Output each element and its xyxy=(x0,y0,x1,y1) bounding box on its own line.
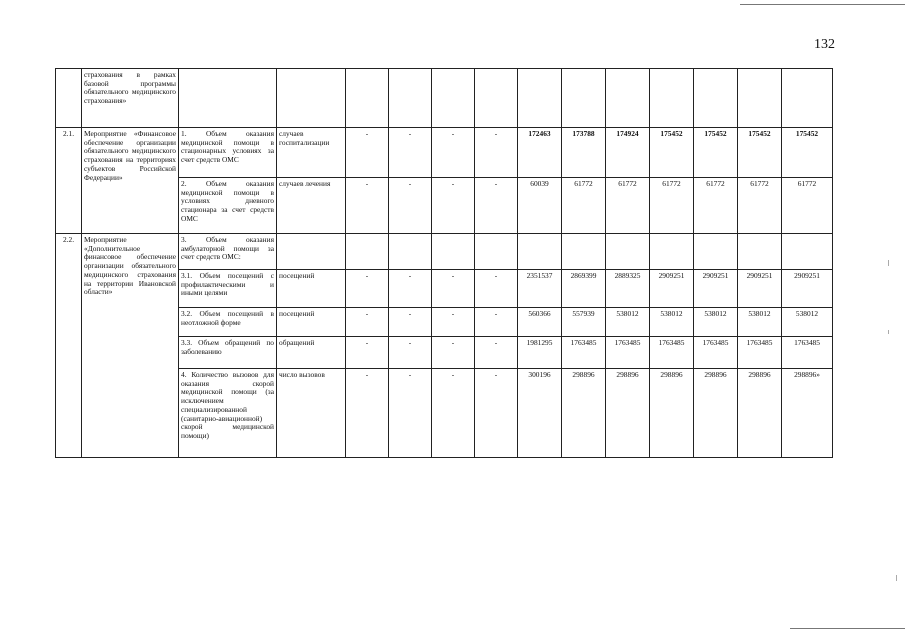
value-cell: 61772 xyxy=(650,178,694,234)
value-cell: - xyxy=(475,178,518,234)
event-name: страхования в рамках базовой программы обязательного медицинского страхования» xyxy=(82,69,179,128)
value-cell: 298896 xyxy=(738,369,782,458)
item-number xyxy=(56,69,82,128)
value-cell: 538012 xyxy=(694,308,738,337)
unit xyxy=(277,234,346,270)
item-number: 2.2. xyxy=(56,234,82,458)
value-cell: 2889325 xyxy=(606,270,650,308)
value-cell: 538012 xyxy=(738,308,782,337)
item-number: 2.1. xyxy=(56,128,82,234)
value-cell xyxy=(738,234,782,270)
value-cell: - xyxy=(432,178,475,234)
margin-mark xyxy=(896,575,897,581)
value-cell: 61772 xyxy=(606,178,650,234)
unit: случаев госпитализации xyxy=(277,128,346,178)
table-row xyxy=(56,69,833,128)
margin-mark xyxy=(888,260,889,266)
value-cell: - xyxy=(346,128,389,178)
value-cell: - xyxy=(475,337,518,369)
page-number: 132 xyxy=(814,37,835,52)
value-cell: 172463 xyxy=(518,128,562,178)
unit: число вызовов xyxy=(277,369,346,458)
value-cell: 1763485 xyxy=(650,337,694,369)
value-cell: 1763485 xyxy=(782,337,833,369)
value-cell: 2351537 xyxy=(518,270,562,308)
value-cell: - xyxy=(346,270,389,308)
value-cell: 300196 xyxy=(518,369,562,458)
value-cell: 1763485 xyxy=(694,337,738,369)
margin-mark xyxy=(888,330,889,334)
value-cell: 560366 xyxy=(518,308,562,337)
value-cell xyxy=(389,69,432,128)
value-cell: 1763485 xyxy=(738,337,782,369)
table-row xyxy=(56,234,833,270)
indicator-name: 1. Объем оказания медицинской помощи в стационарных условиях за счет средств ОМС xyxy=(179,128,277,178)
value-cell xyxy=(346,69,389,128)
value-cell: - xyxy=(432,270,475,308)
value-cell xyxy=(606,234,650,270)
value-cell: - xyxy=(432,369,475,458)
value-cell: 1981295 xyxy=(518,337,562,369)
value-cell xyxy=(694,69,738,128)
bottom-rule xyxy=(790,628,905,629)
value-cell: - xyxy=(432,337,475,369)
value-cell: 298896 xyxy=(606,369,650,458)
value-cell xyxy=(518,234,562,270)
value-cell: - xyxy=(346,337,389,369)
value-cell: 175452 xyxy=(650,128,694,178)
value-cell: 538012 xyxy=(606,308,650,337)
indicator-name xyxy=(179,69,277,128)
indicator-name: 3.2. Объем посещений в неотложной форме xyxy=(179,308,277,337)
event-name: Мероприятие «Финансовое обеспечение организации обязательного медицинского страхования на территориях субъектов Российской Федерации» xyxy=(82,128,179,234)
value-cell: 175452 xyxy=(694,128,738,178)
value-cell: - xyxy=(346,369,389,458)
indicator-name: 4. Количество вызовов для оказания скорой медицинской помощи (за исключением специализированной (санитарно-авиационной) скорой медицинской помощи) xyxy=(179,369,277,458)
value-cell xyxy=(606,69,650,128)
value-cell xyxy=(650,234,694,270)
event-name: Мероприятие «Дополнительное финансовое обеспечение организации обязательного медицинского страхования на территории Ивановской области» xyxy=(82,234,179,458)
top-rule xyxy=(740,4,905,5)
value-cell: 175452 xyxy=(782,128,833,178)
unit: посещений xyxy=(277,308,346,337)
value-cell: - xyxy=(389,369,432,458)
value-cell xyxy=(518,69,562,128)
value-cell: 1763485 xyxy=(606,337,650,369)
value-cell: 61772 xyxy=(738,178,782,234)
value-cell: 2869399 xyxy=(562,270,606,308)
value-cell: - xyxy=(346,178,389,234)
value-cell: - xyxy=(346,308,389,337)
value-cell: 61772 xyxy=(782,178,833,234)
value-cell: 538012 xyxy=(782,308,833,337)
value-cell: 298896 xyxy=(562,369,606,458)
value-cell: - xyxy=(389,337,432,369)
value-cell xyxy=(782,234,833,270)
unit: посещений xyxy=(277,270,346,308)
value-cell xyxy=(432,69,475,128)
value-cell xyxy=(562,69,606,128)
value-cell: 298896 xyxy=(694,369,738,458)
value-cell xyxy=(432,234,475,270)
unit xyxy=(277,69,346,128)
value-cell: - xyxy=(389,178,432,234)
value-cell: - xyxy=(475,369,518,458)
value-cell: - xyxy=(432,308,475,337)
value-cell: 2909251 xyxy=(650,270,694,308)
value-cell xyxy=(389,234,432,270)
value-cell: 2909251 xyxy=(782,270,833,308)
value-cell: - xyxy=(432,128,475,178)
indicator-name: 3.3. Объем обращений по заболеванию xyxy=(179,337,277,369)
value-cell: 538012 xyxy=(650,308,694,337)
indicator-name: 3.1. Объем посещений с профилактическими и иными целями xyxy=(179,270,277,308)
value-cell: 173788 xyxy=(562,128,606,178)
program-indicators-table xyxy=(55,68,833,458)
value-cell: 1763485 xyxy=(562,337,606,369)
value-cell: 298896» xyxy=(782,369,833,458)
value-cell: - xyxy=(475,270,518,308)
value-cell: 174924 xyxy=(606,128,650,178)
value-cell: 61772 xyxy=(694,178,738,234)
value-cell: 2909251 xyxy=(694,270,738,308)
value-cell: - xyxy=(389,270,432,308)
value-cell xyxy=(346,234,389,270)
value-cell xyxy=(562,234,606,270)
value-cell: - xyxy=(389,128,432,178)
table-row xyxy=(56,128,833,178)
value-cell xyxy=(782,69,833,128)
value-cell xyxy=(650,69,694,128)
value-cell: - xyxy=(475,308,518,337)
value-cell: - xyxy=(475,128,518,178)
value-cell xyxy=(694,234,738,270)
value-cell xyxy=(475,234,518,270)
value-cell: 61772 xyxy=(562,178,606,234)
value-cell xyxy=(475,69,518,128)
value-cell: 557939 xyxy=(562,308,606,337)
indicator-name: 2. Объем оказания медицинской помощи в условиях дневного стационара за счет средств ОМС xyxy=(179,178,277,234)
value-cell: - xyxy=(389,308,432,337)
value-cell: 298896 xyxy=(650,369,694,458)
indicator-name: 3. Объем оказания амбулаторной помощи за счет средств ОМС: xyxy=(179,234,277,270)
value-cell: 2909251 xyxy=(738,270,782,308)
value-cell: 60039 xyxy=(518,178,562,234)
unit: обращений xyxy=(277,337,346,369)
value-cell: 175452 xyxy=(738,128,782,178)
unit: случаев лечения xyxy=(277,178,346,234)
value-cell xyxy=(738,69,782,128)
